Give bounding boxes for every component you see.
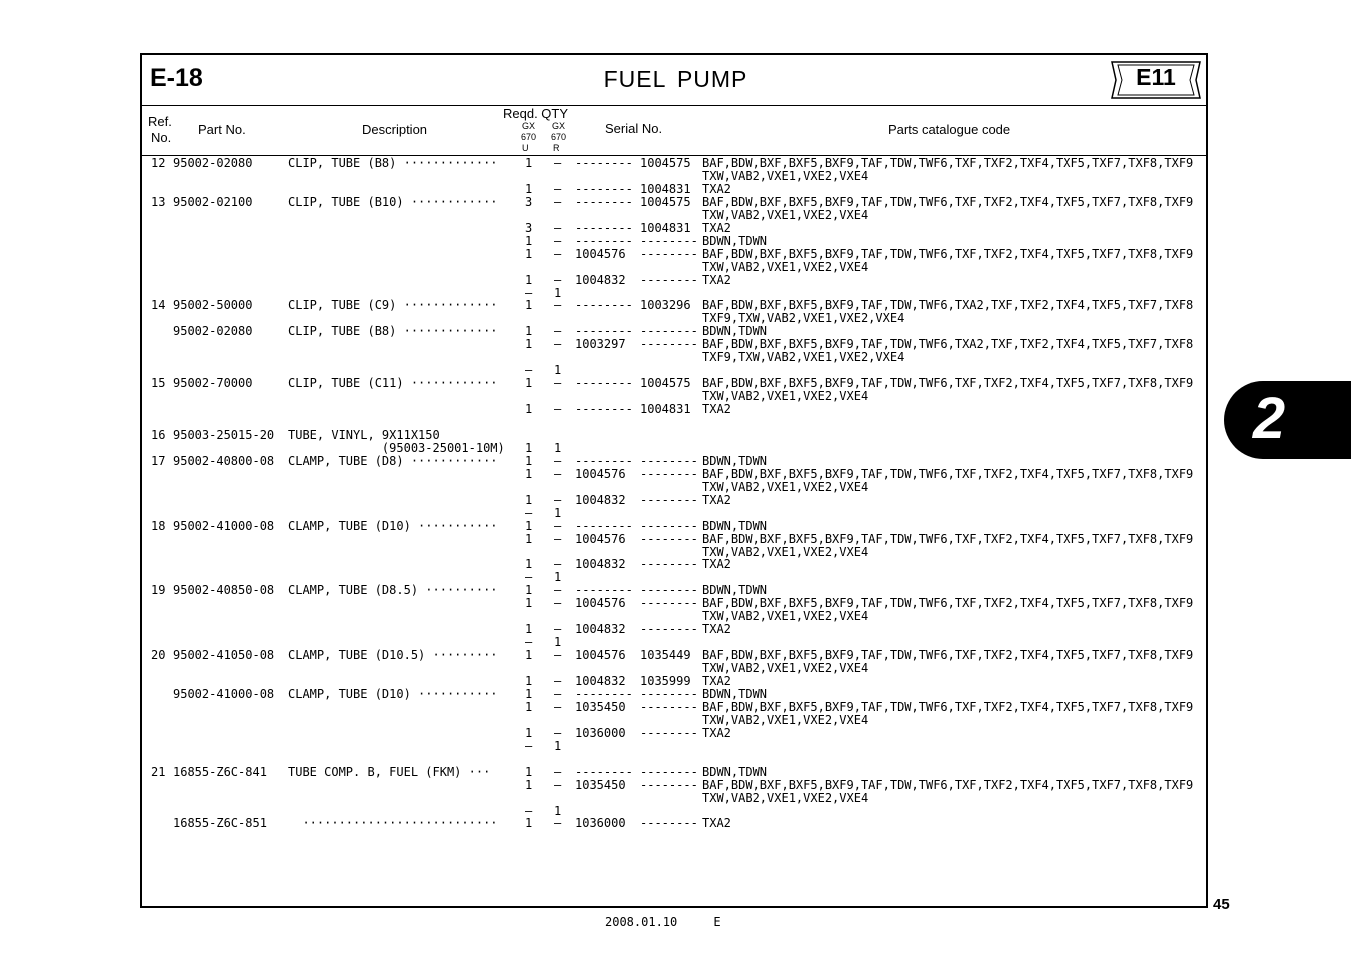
ref-no: 20 (151, 648, 166, 663)
qty-r: – (554, 557, 562, 572)
serial-from: 1004576 (575, 246, 626, 261)
qty-u: 1 (525, 337, 533, 352)
qty-r: – (554, 324, 562, 339)
part-no[interactable]: 95002-02100 (173, 194, 253, 209)
serial-to: -------- (640, 233, 698, 248)
serial-to: 1004575 (640, 194, 691, 209)
qty-r: – (554, 337, 562, 352)
qty-u: – (525, 803, 533, 818)
qty-u: 1 (525, 622, 533, 637)
qty-u: 3 (525, 220, 533, 235)
serial-to: 1004831 (640, 402, 691, 417)
qty-r: – (554, 777, 562, 792)
catalogue-code: BAF,BDW,BXF,BXF5,BXF9,TAF,TDW,TWF6,TXF,TXF2,TXF4,TXF5,TXF7,TXF8,TXF9 (702, 466, 1194, 481)
ref-no: 13 (151, 194, 166, 209)
qty-u: 1 (525, 453, 533, 468)
qty-u: 1 (525, 181, 533, 196)
col-part: Part No. (198, 122, 246, 137)
qty-r: – (554, 298, 562, 313)
serial-from: 1035450 (575, 699, 626, 714)
qty-r: – (554, 466, 562, 481)
serial-from: 1036000 (575, 816, 626, 831)
catalogue-code: BAF,BDW,BXF,BXF5,BXF9,TAF,TDW,TWF6,TXF,TXF2,TXF4,TXF5,TXF7,TXF8,TXF9 (702, 531, 1194, 546)
catalogue-code: TXW,VAB2,VXE1,VXE2,VXE4 (702, 207, 869, 222)
qty-r: – (554, 518, 562, 533)
serial-from: -------- (575, 453, 633, 468)
catalogue-code: TXW,VAB2,VXE1,VXE2,VXE4 (702, 259, 869, 274)
catalogue-code: TXA2 (702, 674, 731, 688)
catalogue-code: TXA2 (702, 220, 731, 235)
catalogue-code: BDWN,TDWN (702, 453, 768, 468)
serial-to: -------- (640, 518, 698, 533)
serial-to: -------- (640, 764, 698, 779)
footer (605, 915, 721, 929)
section-tab[interactable] (1224, 381, 1351, 459)
serial-from: 1036000 (575, 725, 626, 740)
qty-r: – (554, 272, 562, 287)
ref-no: 17 (151, 453, 166, 468)
col-ref-1: Ref. (148, 114, 172, 129)
catalogue-code: BAF,BDW,BXF,BXF5,BXF9,TAF,TDW,TWF6,TXF,TXF2,TXF4,TXF5,TXF7,TXF8,TXF9 (702, 777, 1194, 792)
col-670-u: 670 (521, 132, 537, 142)
catalogue-code: BAF,BDW,BXF,BXF5,BXF9,TAF,TDW,TWF6,TXF,TXF2,TXF4,TXF5,TXF7,TXF8,TXF9 (702, 246, 1194, 261)
serial-to: -------- (640, 583, 698, 598)
qty-u: 1 (525, 531, 533, 546)
ref-no: 14 (151, 298, 166, 313)
qty-u: 1 (525, 725, 533, 740)
ref-no: 16 (151, 427, 166, 442)
qty-u: 1 (525, 648, 533, 663)
qty-r: – (554, 376, 562, 391)
col-u: U (522, 143, 529, 153)
footer-lang: E (713, 915, 721, 929)
qty-u: 1 (525, 777, 533, 792)
catalogue-code: TXA2 (702, 181, 731, 196)
serial-from: 1004576 (575, 648, 626, 663)
serial-to: -------- (640, 492, 698, 507)
catalogue-code: BDWN,TDWN (702, 764, 768, 779)
serial-to: -------- (640, 596, 698, 611)
serial-to: -------- (640, 622, 698, 637)
qty-u: 1 (525, 816, 533, 831)
serial-from: 1003297 (575, 337, 626, 352)
description: TUBE COMP. B, FUEL (FKM) ··· (288, 764, 491, 779)
col-ref-2: No. (151, 130, 172, 145)
qty-u: 1 (525, 674, 533, 688)
qty-u: – (525, 738, 533, 753)
catalogue-code: TXW,VAB2,VXE1,VXE2,VXE4 (702, 544, 869, 559)
serial-from: 1004832 (575, 557, 626, 572)
qty-r: 1 (554, 285, 562, 300)
catalogue-code: TXA2 (702, 402, 731, 417)
qty-r: 1 (554, 803, 562, 818)
description: CLIP, TUBE (C11) ············ (288, 376, 498, 391)
serial-from: -------- (575, 233, 633, 248)
description: CLIP, TUBE (B10) ············ (288, 194, 498, 209)
col-gx-u: GX (522, 121, 536, 131)
description: CLAMP, TUBE (D10.5) ········· (288, 648, 498, 663)
qty-r: – (554, 531, 562, 546)
serial-from: 1004576 (575, 531, 626, 546)
serial-to: 1004831 (640, 181, 691, 196)
part-no[interactable]: 95003-25015-20 (173, 427, 275, 442)
serial-to: -------- (640, 686, 698, 701)
serial-from: -------- (575, 764, 633, 779)
serial-to: -------- (640, 337, 698, 352)
part-no[interactable]: 95002-70000 (173, 376, 253, 391)
catalogue-code: TXA2 (702, 725, 731, 740)
footer-date: 2008.01.10 (605, 915, 678, 929)
qty-u: 1 (525, 764, 533, 779)
catalogue-code: BDWN,TDWN (702, 686, 768, 701)
ref-no: 21 (151, 764, 166, 779)
description: CLAMP, TUBE (D8.5) ·········· (288, 583, 498, 598)
catalogue-code: TXW,VAB2,VXE1,VXE2,VXE4 (702, 479, 869, 494)
qty-u: 1 (525, 699, 533, 714)
qty-r: – (554, 686, 562, 701)
serial-to: 1003296 (640, 298, 691, 313)
qty-u: 1 (525, 233, 533, 248)
page-number: 45 (1213, 896, 1230, 913)
serial-from: 1004576 (575, 466, 626, 481)
qty-u: 1 (525, 246, 533, 261)
serial-from: -------- (575, 686, 633, 701)
part-no[interactable]: 16855-Z6C-851 (173, 816, 267, 831)
qty-r: – (554, 583, 562, 598)
catalogue-code: TXW,VAB2,VXE1,VXE2,VXE4 (702, 661, 869, 676)
qty-r: – (554, 194, 562, 209)
part-no[interactable]: 95002-41000-08 (173, 686, 275, 701)
serial-from: 1004832 (575, 272, 626, 287)
qty-r: – (554, 492, 562, 507)
qty-u: 1 (525, 583, 533, 598)
catalogue-code: TXW,VAB2,VXE1,VXE2,VXE4 (702, 389, 869, 404)
qty-r: – (554, 725, 562, 740)
serial-from: -------- (575, 376, 633, 391)
qty-u: – (525, 635, 533, 650)
serial-to: -------- (640, 531, 698, 546)
catalogue-code: TXA2 (702, 272, 731, 287)
part-no[interactable]: 95002-02080 (173, 156, 253, 170)
catalogue-code: BDWN,TDWN (702, 518, 768, 533)
qty-u: 1 (525, 298, 533, 313)
ref-no: 19 (151, 583, 166, 598)
qty-r: 1 (554, 363, 562, 378)
qty-u: – (525, 363, 533, 378)
serial-to: 1035449 (640, 648, 691, 663)
serial-from: -------- (575, 518, 633, 533)
qty-u: 3 (525, 194, 533, 209)
col-catalogue: Parts catalogue code (888, 122, 1011, 137)
qty-u: 1 (525, 376, 533, 391)
catalogue-code: TXW,VAB2,VXE1,VXE2,VXE4 (702, 790, 869, 805)
serial-to: 1035999 (640, 674, 691, 688)
qty-r: 1 (554, 635, 562, 650)
col-reqd: Reqd. QTY (503, 106, 569, 121)
serial-from: 1004832 (575, 674, 626, 688)
serial-to: -------- (640, 699, 698, 714)
catalogue-code: BAF,BDW,BXF,BXF5,BXF9,TAF,TDW,TWF6,TXA2,TXF,TXF2,TXF4,TXF5,TXF7,TXF8 (702, 337, 1194, 352)
catalogue-code: BAF,BDW,BXF,BXF5,BXF9,TAF,TDW,TWF6,TXF,TXF2,TXF4,TXF5,TXF7,TXF8,TXF9 (702, 699, 1194, 714)
serial-to: 1004575 (640, 376, 691, 391)
serial-to: 1004575 (640, 156, 691, 170)
badge-label: E11 (1136, 64, 1176, 90)
qty-r: 1 (554, 738, 562, 753)
section-code: E-18 (150, 64, 203, 92)
serial-to: -------- (640, 557, 698, 572)
catalogue-code: BDWN,TDWN (702, 324, 768, 339)
part-no[interactable]: 95002-50000 (173, 298, 253, 313)
part-no[interactable]: 95002-40850-08 (173, 583, 275, 598)
catalogue-code: TXF9,TXW,VAB2,VXE1,VXE2,VXE4 (702, 311, 905, 326)
catalogue-code: BAF,BDW,BXF,BXF5,BXF9,TAF,TDW,TWF6,TXA2,TXF,TXF2,TXF4,TXF5,TXF7,TXF8 (702, 298, 1194, 313)
description: CLAMP, TUBE (D10) ··········· (288, 686, 498, 701)
serial-from: -------- (575, 220, 633, 235)
ref-no: 12 (151, 156, 166, 170)
catalogue-code: TXA2 (702, 622, 731, 637)
serial-from: 1004576 (575, 596, 626, 611)
serial-from: 1035450 (575, 777, 626, 792)
qty-r: – (554, 648, 562, 663)
serial-to: -------- (640, 777, 698, 792)
serial-to: -------- (640, 453, 698, 468)
qty-u: 1 (525, 518, 533, 533)
serial-to: -------- (640, 466, 698, 481)
catalogue-code: TXW,VAB2,VXE1,VXE2,VXE4 (702, 609, 869, 624)
serial-from: -------- (575, 324, 633, 339)
qty-u: 1 (525, 596, 533, 611)
description: TUBE, VINYL, 9X11X150 (288, 427, 440, 442)
serial-from: 1004832 (575, 622, 626, 637)
serial-to: -------- (640, 246, 698, 261)
qty-r: – (554, 233, 562, 248)
qty-r: – (554, 246, 562, 261)
serial-from: -------- (575, 298, 633, 313)
serial-to: -------- (640, 725, 698, 740)
qty-u: – (525, 285, 533, 300)
catalogue-code: TXA2 (702, 492, 731, 507)
catalogue-code: TXA2 (702, 816, 731, 831)
catalogue-code: BAF,BDW,BXF,BXF5,BXF9,TAF,TDW,TWF6,TXF,TXF2,TXF4,TXF5,TXF7,TXF8,TXF9 (702, 648, 1194, 663)
catalogue-code: BAF,BDW,BXF,BXF5,BXF9,TAF,TDW,TWF6,TXF,TXF2,TXF4,TXF5,TXF7,TXF8,TXF9 (702, 376, 1194, 391)
serial-from: -------- (575, 402, 633, 417)
qty-u: 1 (525, 402, 533, 417)
serial-from: -------- (575, 583, 633, 598)
col-desc: Description (362, 122, 428, 137)
qty-u: – (525, 505, 533, 520)
qty-u: 1 (525, 686, 533, 701)
serial-from: -------- (575, 156, 633, 170)
col-r: R (553, 143, 560, 153)
part-no[interactable]: 95002-02080 (173, 324, 253, 339)
catalogue-code: BDWN,TDWN (702, 233, 768, 248)
ref-no: 15 (151, 376, 166, 391)
catalogue-code: TXA2 (702, 557, 731, 572)
qty-r: – (554, 596, 562, 611)
qty-u: 1 (525, 324, 533, 339)
serial-to: 1004831 (640, 220, 691, 235)
qty-r: – (554, 156, 562, 170)
page-title: FUEL PUMP (603, 66, 748, 92)
description: CLIP, TUBE (B8) ············· (288, 156, 498, 170)
qty-r: 1 (554, 440, 562, 455)
qty-r: – (554, 764, 562, 779)
qty-u: 1 (525, 156, 533, 170)
serial-from: -------- (575, 181, 633, 196)
qty-r: – (554, 181, 562, 196)
qty-r: 1 (554, 570, 562, 585)
catalogue-code: TXW,VAB2,VXE1,VXE2,VXE4 (702, 168, 869, 183)
qty-r: – (554, 699, 562, 714)
serial-to: -------- (640, 324, 698, 339)
ref-no: 18 (151, 518, 166, 533)
serial-from: -------- (575, 194, 633, 209)
catalogue-code: BAF,BDW,BXF,BXF5,BXF9,TAF,TDW,TWF6,TXF,TXF2,TXF4,TXF5,TXF7,TXF8,TXF9 (702, 596, 1194, 611)
section-tab-number: 2 (1252, 386, 1286, 451)
description: CLIP, TUBE (C9) ············· (288, 298, 498, 313)
catalogue-code: TXW,VAB2,VXE1,VXE2,VXE4 (702, 712, 869, 727)
qty-r: – (554, 816, 562, 831)
qty-u: 1 (525, 272, 533, 287)
part-no[interactable]: 95002-41050-08 (173, 648, 275, 663)
serial-to: -------- (640, 272, 698, 287)
serial-from: 1004832 (575, 492, 626, 507)
catalogue-code: BAF,BDW,BXF,BXF5,BXF9,TAF,TDW,TWF6,TXF,TXF2,TXF4,TXF5,TXF7,TXF8,TXF9 (702, 156, 1194, 170)
part-no[interactable]: 16855-Z6C-841 (173, 764, 267, 779)
header-divider (141, 105, 1207, 106)
col-gx-r: GX (552, 121, 566, 131)
description: ··························· (288, 816, 498, 831)
qty-u: 1 (525, 466, 533, 481)
col-670-r: 670 (551, 132, 567, 142)
description: CLAMP, TUBE (D10) ··········· (288, 518, 498, 533)
qty-u: 1 (525, 440, 533, 455)
qty-r: – (554, 674, 562, 688)
qty-r: 1 (554, 505, 562, 520)
qty-u: – (525, 570, 533, 585)
qty-r: – (554, 402, 562, 417)
description: CLIP, TUBE (B8) ············· (288, 324, 498, 339)
qty-u: 1 (525, 557, 533, 572)
catalogue-code: BAF,BDW,BXF,BXF5,BXF9,TAF,TDW,TWF6,TXF,TXF2,TXF4,TXF5,TXF7,TXF8,TXF9 (702, 194, 1194, 209)
description: (95003-25001-10M) (288, 440, 505, 455)
qty-u: 1 (525, 492, 533, 507)
description: CLAMP, TUBE (D8) ············ (288, 453, 498, 468)
model-badge (1110, 60, 1202, 100)
part-no[interactable]: 95002-40800-08 (173, 453, 275, 468)
col-serial: Serial No. (605, 121, 663, 136)
catalogue-code: TXF9,TXW,VAB2,VXE1,VXE2,VXE4 (702, 350, 905, 365)
part-no[interactable]: 95002-41000-08 (173, 518, 275, 533)
serial-to: -------- (640, 816, 698, 831)
qty-r: – (554, 220, 562, 235)
qty-r: – (554, 453, 562, 468)
catalogue-code: BDWN,TDWN (702, 583, 768, 598)
qty-r: – (554, 622, 562, 637)
